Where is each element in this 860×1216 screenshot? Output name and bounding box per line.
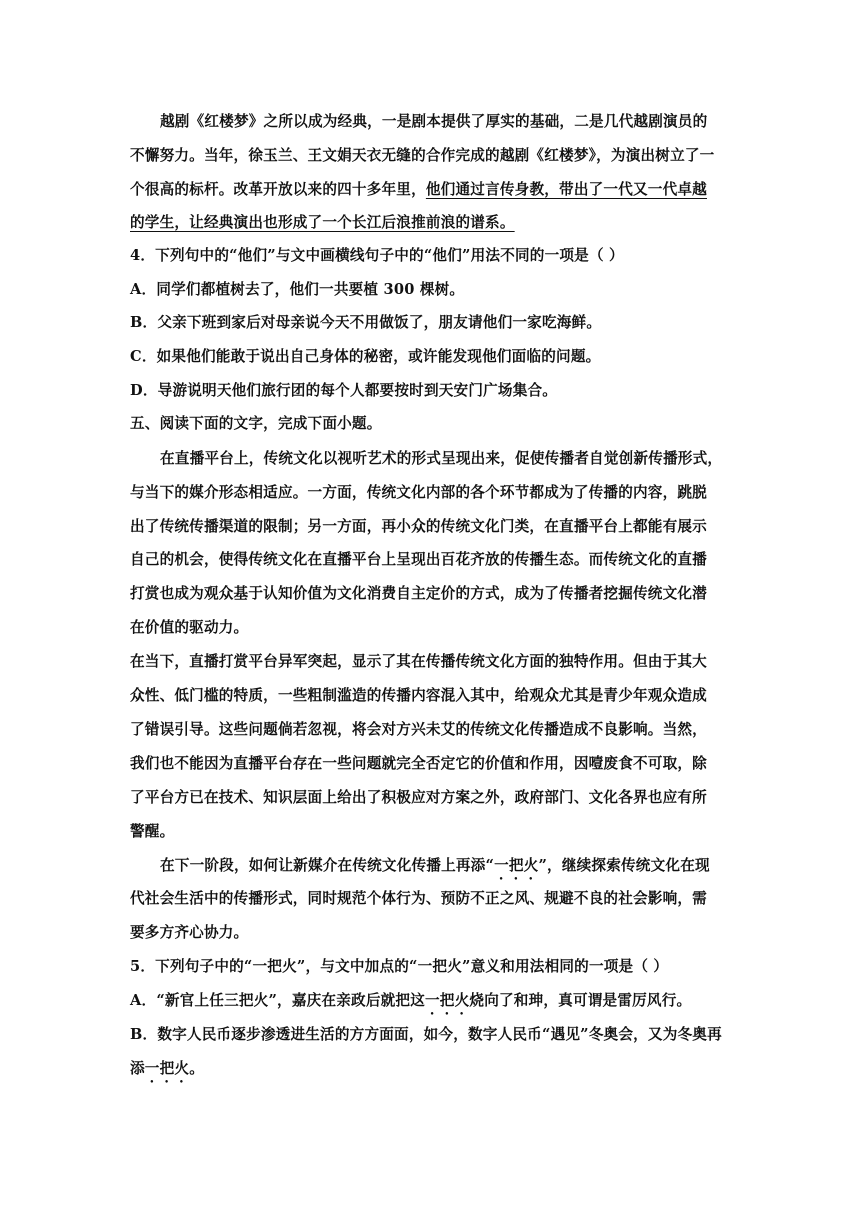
question-4-option-c: C．如果他们能敢于说出自己身体的秘密，或许能发现他们面临的问题。 [130,348,601,365]
passage1-line-2: 不懈努力。当年，徐玉兰、王文娟天衣无缝的合作完成的越剧《红楼梦》，为演出树立了一 [130,147,715,164]
q5-b-dotted-phrase: 一把火 [144,1060,190,1077]
section5-p1-line-2: 与当下的媒介形态相适应。一方面，传统文化内部的各个环节都成为了传播的内容，跳脱 [130,484,707,501]
section5-p1-line-1: 在直播平台上，传统文化以视听艺术的形式呈现出来，促使传播者自觉创新传播形式， [160,450,723,467]
section5-p3-text-a: 在下一阶段，如何让新媒介在传统文化传播上再添“ [160,857,495,874]
underlined-sentence-part-2: 的学生，让经典演出也形成了一个长江后浪推前浪的谱系。 [130,214,515,231]
question-4-option-d: D．导游说明天他们旅行团的每个人都要按时到天安门广场集合。 [130,382,558,399]
passage1-line-1: 越剧《红楼梦》之所以成为经典，一是剧本提供了厚实的基础，二是几代越剧演员的 [160,113,708,130]
q5-b-text-b: 。 [189,1060,204,1077]
question-4-option-a: A．同学们都植树去了，他们一共要植 300 棵树。 [130,281,465,298]
section5-p3-line-3: 要多方齐心协力。 [130,924,249,941]
section5-p2-line-5: 了平台方已在技术、知识层面上给出了积极应对方案之外，政府部门、文化各界也应有所 [130,789,707,806]
question-5-option-a [130,991,730,1018]
underlined-sentence-part-1: 他们通过言传身教，带出了一代又一代卓越 [425,181,707,198]
question-4-option-b: B．父亲下班到家后对母亲说今天不用做饭了，朋友请他们一家吃海鲜。 [130,314,602,331]
section5-p3-text-b: ”，继续探索传统文化在现 [538,857,710,874]
section5-p3-line-2: 代社会生活中的传播形式，同时规范个体行为、预防不正之风、规避不良的社会影响，需 [130,890,707,907]
q5-b-text-a: 添 [130,1060,145,1077]
section5-p1-line-5: 打赏也成为观众基于认知价值为文化消费自主定价的方式，成为了传播者挖掘传统文化潜 [130,585,707,602]
section5-p2-line-4: 我们也不能因为直播平台存在一些问题就完全否定它的价值和作用，因噎废食不可取，除 [130,755,707,772]
dotted-phrase-yibahuo: 一把火 [494,857,539,874]
question-4-stem: 4．下列句中的“他们”与文中画横线句子中的“他们”用法不同的一项是（ ） [130,247,624,264]
passage1-line-3 [130,180,730,200]
section5-p2-line-1: 在当下，直播打赏平台异军突起，显示了其在传播传统文化方面的独特作用。但由于其大 [130,653,707,670]
section-5-heading: 五、阅读下面的文字，完成下面小题。 [130,415,382,432]
section5-p3-line-1 [160,856,730,883]
section5-p2-line-2: 众性、低门槛的特质，一些粗制滥造的传播内容混入其中，给观众尤其是青少年观众造成 [130,687,707,704]
q5-a-text-a: A．“新官上任三把火”，嘉庆在亲政后就把这 [130,992,426,1009]
question-5-option-b-line-2 [130,1059,730,1086]
q5-a-dotted-phrase: 一把火 [425,992,470,1009]
q5-a-text-b: 烧向了和珅，真可谓是雷厉风行。 [469,992,692,1009]
question-5-option-b-line-1: B．数字人民币逐步渗透进生活的方方面面，如今，数字人民币“遇见”冬奥会，又为冬奥再 [130,1026,722,1043]
section5-p2-line-6: 警醒。 [130,823,175,840]
section5-p2-line-3: 了错误引导。这些问题倘若忽视，将会对方兴未艾的传统文化传播造成不良影响。当然， [130,721,707,738]
section5-p1-line-4: 自己的机会，使得传统文化在直播平台上呈现出百花齐放的传播生态。而传统文化的直播 [130,551,707,568]
passage1-line-3-plain: 个很高的标杆。改革开放以来的四十多年里， [130,181,426,198]
section5-p1-line-6: 在价值的驱动力。 [130,619,249,636]
question-5-stem: 5．下列句子中的“一把火”，与文中加点的“一把火”意义和用法相同的一项是（ ） [130,958,669,975]
section5-p1-line-3: 出了传统传播渠道的限制；另一方面，再小众的传统文化门类，在直播平台上都能有展示 [130,518,707,535]
